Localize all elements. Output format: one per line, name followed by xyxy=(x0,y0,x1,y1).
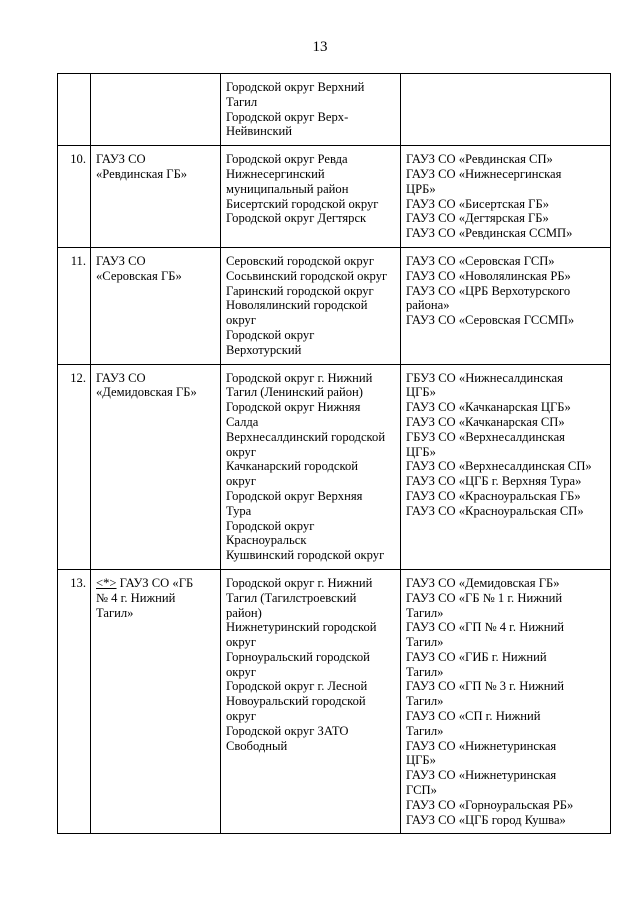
facility-line: ГАУЗ СО «Бисертская ГБ» xyxy=(406,196,549,211)
organization-cell xyxy=(91,247,221,364)
territory-line: Тагил (Тагилстроевский xyxy=(226,590,357,605)
table-row xyxy=(58,247,611,364)
territory-line: округ xyxy=(226,635,257,650)
territory-line: Нижнетуринский городской xyxy=(226,620,377,635)
facility-line: ГАУЗ СО «ГБ № 1 г. Нижний xyxy=(406,590,563,605)
organization-line: Тагил» xyxy=(96,605,134,620)
territory-line: Горноуральский городской xyxy=(226,649,370,664)
territory-line: Свободный xyxy=(226,738,288,753)
facility-line: Тагил» xyxy=(406,635,444,650)
organization-cell xyxy=(91,364,221,569)
facility-line: ГБУЗ СО «Верхнесалдинская xyxy=(406,429,565,444)
facilities-cell xyxy=(401,74,611,146)
facility-line: ГАУЗ СО «Дегтярская ГБ» xyxy=(406,211,549,226)
territories-cell xyxy=(221,569,401,834)
facility-line: ЦГБ» xyxy=(406,444,436,459)
facility-line: ГАУЗ СО «ГП № 4 г. Нижний xyxy=(406,620,564,635)
territory-line: Городской округ г. Нижний xyxy=(226,370,373,385)
facility-line: ГАУЗ СО «Демидовская ГБ» xyxy=(406,575,560,590)
territory-line: округ xyxy=(226,313,257,328)
facilities-cell xyxy=(401,364,611,569)
territory-line: Городской округ Верхний xyxy=(226,80,365,94)
row-number: 10. xyxy=(58,146,91,248)
territory-line: Верхнесалдинский городской xyxy=(226,429,386,444)
organization-line: ГАУЗ СО xyxy=(96,253,146,268)
facility-line: ГАУЗ СО «Качканарская СП» xyxy=(406,414,565,429)
organization-line: «Серовская ГБ» xyxy=(96,268,182,283)
territory-line: Нижнесергинский xyxy=(226,166,325,181)
territories-cell xyxy=(221,247,401,364)
territory-line: Сосьвинский городской округ xyxy=(226,268,388,283)
organization-name-start: ГАУЗ СО «ГБ xyxy=(116,575,194,590)
facility-line: ГАУЗ СО «Новолялинская РБ» xyxy=(406,268,571,283)
facility-line: ГАУЗ СО «Ревдинская ССМП» xyxy=(406,226,573,241)
row-number: 12. xyxy=(58,364,91,569)
facility-line: ГАУЗ СО «ЦГБ город Кушва» xyxy=(406,812,566,827)
territories-cell xyxy=(221,146,401,248)
facility-line: ГАУЗ СО «Нижнетуринская xyxy=(406,738,557,753)
facility-line: ГАУЗ СО «ГП № 3 г. Нижний xyxy=(406,679,564,694)
organization-line: «Ревдинская ГБ» xyxy=(96,166,188,181)
territory-line: Городской округ Дегтярск xyxy=(226,211,367,226)
territories-cell xyxy=(221,364,401,569)
territory-line: Бисертский городской округ xyxy=(226,196,379,211)
facility-line: ГСП» xyxy=(406,783,437,798)
organization-line: ГАУЗ СО xyxy=(96,370,146,385)
facility-line: Тагил» xyxy=(406,723,444,738)
page-number: 13 xyxy=(312,39,328,55)
organization-first-line xyxy=(96,576,216,591)
facilities-cell xyxy=(401,569,611,834)
facility-line: ГАУЗ СО «Горноуральская РБ» xyxy=(406,797,574,812)
territory-line: округ xyxy=(226,709,257,724)
facility-line: ГАУЗ СО «Верхнесалдинская СП» xyxy=(406,459,592,474)
territory-line: Городской округ ЗАТО xyxy=(226,723,349,738)
organization-cell xyxy=(91,146,221,248)
territory-line: Гаринский городской округ xyxy=(226,283,374,298)
facility-line: Тагил» xyxy=(406,694,444,709)
facility-line: ЦГБ» xyxy=(406,385,436,400)
table-row xyxy=(58,146,611,248)
facility-line: ГАУЗ СО «Красноуральская ГБ» xyxy=(406,488,581,503)
organization-cell xyxy=(91,569,221,834)
territory-line: Городской округ Ревда xyxy=(226,152,348,167)
territory-line: Городской округ Нижняя xyxy=(226,400,361,415)
territory-line: Тура xyxy=(226,503,252,518)
territory-line: Городской округ xyxy=(226,327,315,342)
territory-line: муниципальный район xyxy=(226,181,349,196)
facility-line: ГАУЗ СО «ЦГБ г. Верхняя Тура» xyxy=(406,474,582,489)
table-row xyxy=(58,74,611,146)
table-row xyxy=(58,364,611,569)
row-number: 11. xyxy=(58,247,91,364)
facility-line: ГБУЗ СО «Нижнесалдинская xyxy=(406,370,563,385)
facility-line: ГАУЗ СО «ГИБ г. Нижний xyxy=(406,649,547,664)
territory-line: Нейвинский xyxy=(226,124,293,139)
territory-line: Салда xyxy=(226,414,259,429)
territory-line: район) xyxy=(226,605,262,620)
facility-line: ГАУЗ СО «Ревдинская СП» xyxy=(406,152,553,167)
territory-line: Новоуральский городской xyxy=(226,694,366,709)
facility-line: ГАУЗ СО «ЦРБ Верхотурского xyxy=(406,283,571,298)
territory-line: Новолялинский городской xyxy=(226,298,368,313)
hospitals-table xyxy=(57,73,611,834)
organization-line: ГАУЗ СО xyxy=(96,152,146,167)
facility-line: ГАУЗ СО «Нижнетуринская xyxy=(406,768,557,783)
territory-line: Городской округ Верх- xyxy=(226,109,349,124)
facility-line: ЦРБ» xyxy=(406,181,436,196)
territory-line: Тагил (Ленинский район) xyxy=(226,385,363,400)
facility-line: ЦГБ» xyxy=(406,753,436,768)
facility-line: Тагил» xyxy=(406,664,444,679)
table-row xyxy=(58,569,611,834)
facilities-cell xyxy=(401,146,611,248)
facilities-cell xyxy=(401,247,611,364)
territory-line: Серовский городской округ xyxy=(226,253,374,268)
facility-line: ГАУЗ СО «Серовская ГСП» xyxy=(406,253,555,268)
row-number xyxy=(58,74,91,146)
facility-line: ГАУЗ СО «Красноуральская СП» xyxy=(406,503,584,518)
territory-line: округ xyxy=(226,444,257,459)
facility-line: ГАУЗ СО «Нижнесергинская xyxy=(406,166,562,181)
territory-line: Качканарский городской xyxy=(226,459,359,474)
facility-line: ГАУЗ СО «Серовская ГССМП» xyxy=(406,313,575,328)
territory-line: Тагил xyxy=(226,94,258,109)
territory-line: Городской округ Верхняя xyxy=(226,488,363,503)
territory-line: Городской округ г. Нижний xyxy=(226,575,373,590)
territories-cell xyxy=(221,74,401,146)
facility-line: ГАУЗ СО «Качканарская ЦГБ» xyxy=(406,400,571,415)
facility-line: ГАУЗ СО «СП г. Нижний xyxy=(406,709,541,724)
facility-line: Тагил» xyxy=(406,605,444,620)
territory-line: Красноуральск xyxy=(226,533,307,548)
facility-line: района» xyxy=(406,298,450,313)
territory-line: Кушвинский городской округ xyxy=(226,548,385,563)
organization-line: № 4 г. Нижний xyxy=(96,590,176,605)
row-number: 13. xyxy=(58,569,91,834)
footnote-marker-link[interactable]: <*> xyxy=(96,575,117,590)
territory-line: Верхотурский xyxy=(226,342,302,357)
territory-line: Городской округ г. Лесной xyxy=(226,679,368,694)
organization-cell xyxy=(91,74,221,146)
territory-line: округ xyxy=(226,664,257,679)
territory-line: округ xyxy=(226,474,257,489)
territory-line: Городской округ xyxy=(226,518,315,533)
organization-line: «Демидовская ГБ» xyxy=(96,385,197,400)
